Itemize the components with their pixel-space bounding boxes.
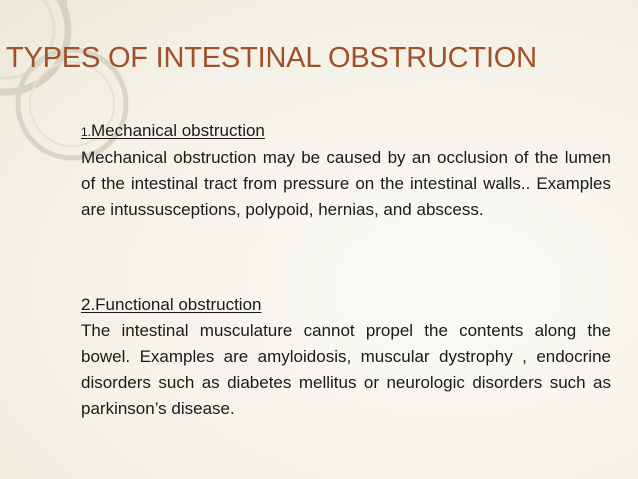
section-number: 1. xyxy=(81,125,92,139)
section-body: The intestinal musculature cannot propel the contents along the bowel. Examples are amyloidosis, muscular dystrophy , endocrine disorders such as diabetes mellitus or neurologic disorders such as parkinson’s disease. xyxy=(81,321,611,418)
slide-title: TYPES OF INTESTINAL OBSTRUCTION xyxy=(6,42,537,74)
section-body: Mechanical obstruction may be caused by an occlusion of the lumen of the intestinal tract from pressure on the intestinal walls.. Examples are intussusceptions, polypoid, hernias, and abscess. xyxy=(81,148,611,219)
section-heading-text: Mechanical obstruction xyxy=(91,121,265,140)
section-heading: 2.Functional obstruction xyxy=(81,295,262,314)
section-mechanical xyxy=(81,118,611,223)
section-heading xyxy=(81,118,611,145)
section-functional xyxy=(81,292,611,422)
